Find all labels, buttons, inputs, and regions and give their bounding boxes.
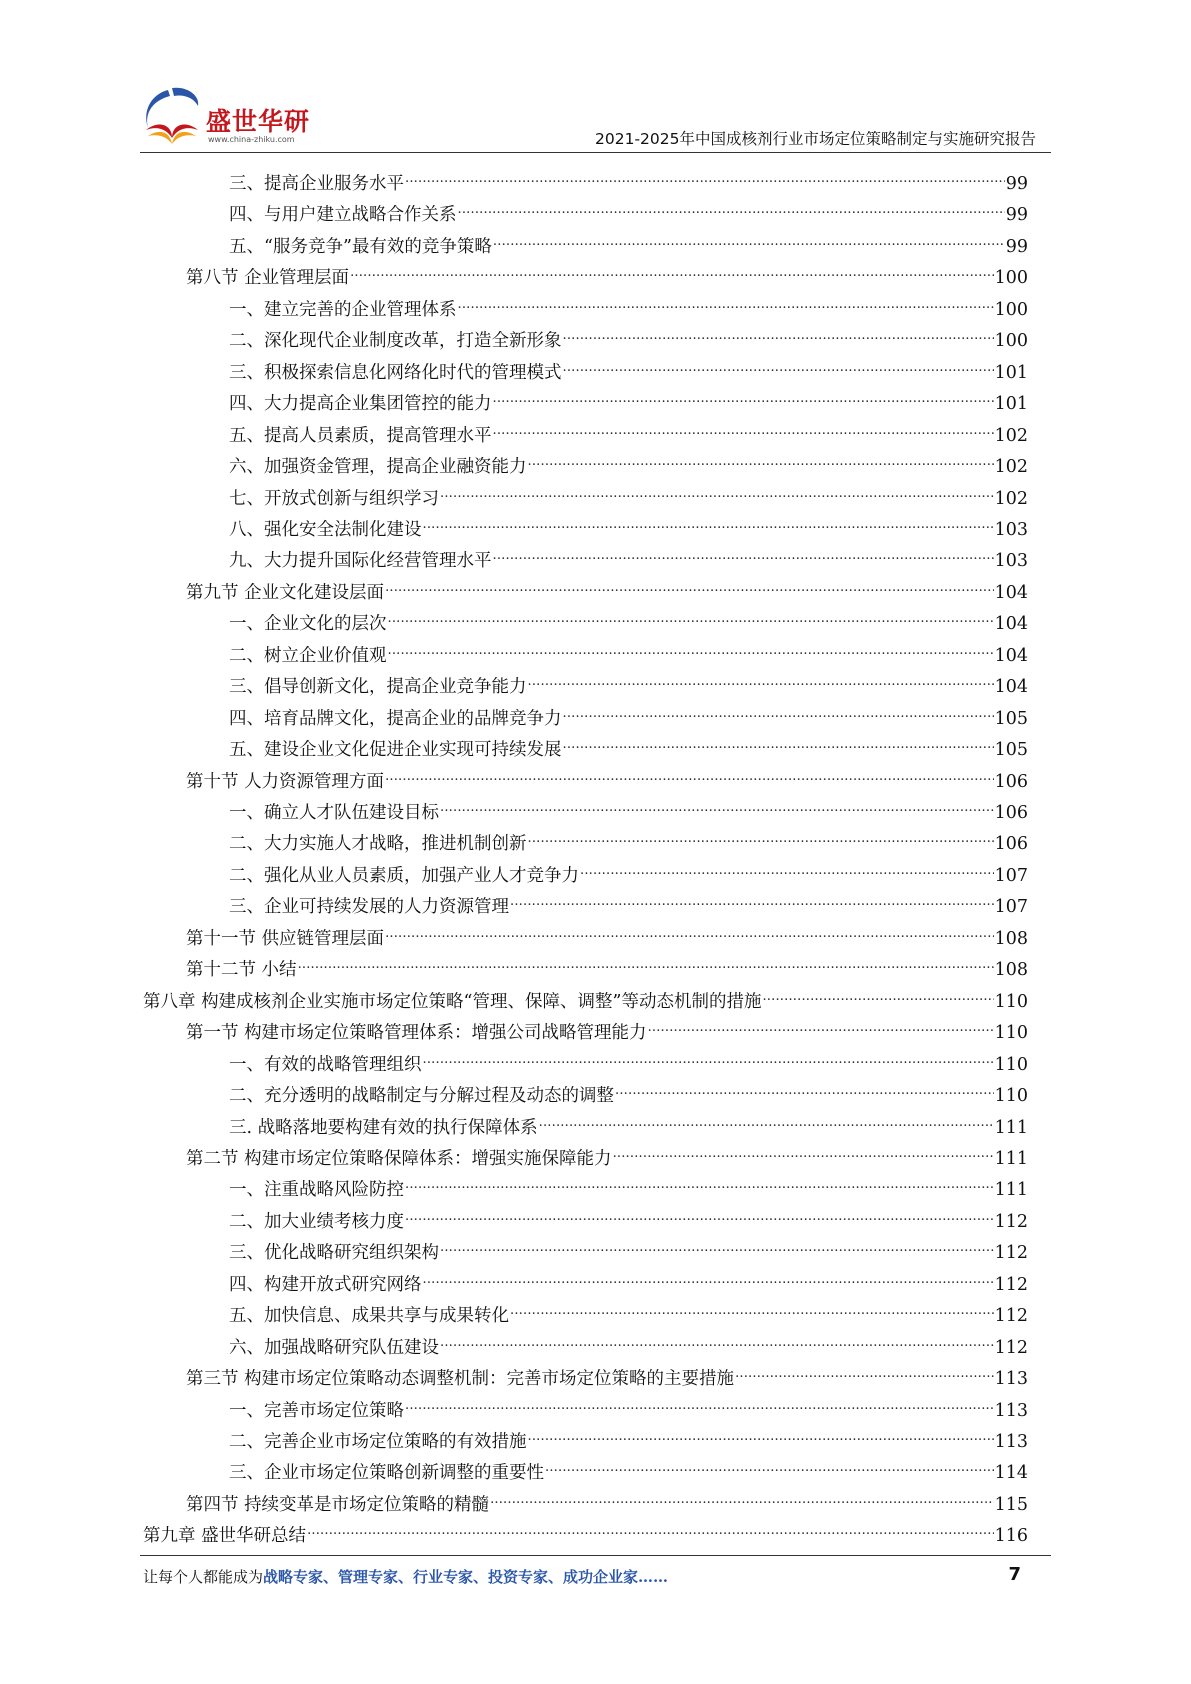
toc-entry-label: 第三节 构建市场定位策略动态调整机制：完善市场定位策略的主要措施 <box>186 1369 735 1390</box>
toc-entry[interactable] <box>229 1388 1028 1421</box>
toc-entry-label: 三. 战略落地要构建有效的执行保障体系 <box>229 1117 538 1138</box>
toc-entry[interactable] <box>229 350 1028 383</box>
toc-entry[interactable] <box>229 476 1028 509</box>
toc-entry-label: 第十二节 小结 <box>186 960 297 981</box>
toc-entry-label: 一、确立人才队伍建设目标 <box>229 803 439 823</box>
toc-entry-label: 八、强化安全法制化建设 <box>229 519 422 540</box>
toc-entry[interactable] <box>143 1513 1028 1547</box>
toc-entry[interactable] <box>229 1073 1028 1107</box>
toc-entry[interactable] <box>229 1199 1028 1232</box>
toc-dot-leader <box>563 727 994 755</box>
toc-dot-leader <box>440 1325 994 1353</box>
toc-entry-label: 一、有效的战略管理组织 <box>229 1054 422 1075</box>
toc-entry-label: 二、加大业绩考核力度 <box>229 1211 404 1232</box>
toc-entry-label: 第一节 构建市场定位策略管理体系：增强公司战略管理能力 <box>186 1023 647 1044</box>
toc-entry-label: 三、优化战略研究组织架构 <box>229 1243 439 1264</box>
toc-entry-label: 三、企业可持续发展的人力资源管理 <box>229 897 509 918</box>
toc-entry-page: 110 <box>994 1086 1028 1107</box>
toc-entry[interactable] <box>229 538 1028 572</box>
toc-entry-page: 100 <box>994 299 1028 320</box>
toc-entry-page: 104 <box>994 582 1028 603</box>
toc-entry-page: 116 <box>994 1526 1028 1547</box>
toc-entry[interactable] <box>229 1325 1028 1358</box>
toc-dot-leader <box>423 1042 994 1070</box>
toc-dot-leader <box>298 947 994 975</box>
toc-entry[interactable] <box>229 381 1028 415</box>
company-logo <box>138 84 318 150</box>
toc-entry-label: 一、企业文化的层次 <box>229 614 387 635</box>
slogan-lead: 让每个人都能成为 <box>143 1568 264 1586</box>
toc-entry-label: 六、加强战略研究队伍建设 <box>229 1337 439 1358</box>
toc-entry[interactable] <box>229 1419 1028 1452</box>
toc-dot-leader <box>493 538 994 566</box>
toc-entry-page: 112 <box>994 1243 1028 1264</box>
page-header <box>0 0 1191 160</box>
toc-entry-page: 111 <box>994 1180 1028 1201</box>
toc-entry-label: 第九章 盛世华研总结 <box>143 1526 307 1547</box>
toc-dot-leader <box>563 318 994 346</box>
toc-dot-leader <box>388 633 994 661</box>
toc-entry[interactable] <box>229 1105 1028 1138</box>
toc-dot-leader <box>735 1356 994 1384</box>
brand-url: www.china-zhiku.com <box>208 135 295 144</box>
toc-entry-page: 113 <box>994 1432 1028 1452</box>
toc-dot-leader <box>493 224 1005 252</box>
toc-entry-page: 115 <box>994 1494 1028 1515</box>
toc-dot-leader <box>405 1388 994 1416</box>
toc-entry-label: 六、加强资金管理，提高企业融资能力 <box>229 457 527 478</box>
toc-entry[interactable] <box>229 601 1028 635</box>
toc-entry-page: 112 <box>994 1337 1028 1358</box>
toc-entry[interactable] <box>186 1136 1028 1169</box>
toc-entry-label: 一、建立完善的企业管理体系 <box>229 299 457 320</box>
toc-dot-leader <box>528 1419 994 1447</box>
toc-entry-page: 104 <box>994 614 1028 635</box>
toc-entry[interactable] <box>229 790 1028 823</box>
toc-entry-page: 112 <box>994 1306 1028 1327</box>
toc-entry-page: 100 <box>994 268 1028 289</box>
toc-entry[interactable] <box>229 413 1028 446</box>
toc-dot-leader <box>350 255 994 283</box>
toc-dot-leader <box>510 884 994 912</box>
toc-entry-page: 113 <box>994 1369 1028 1390</box>
toc-entry[interactable] <box>186 255 1028 289</box>
toc-dot-leader <box>440 476 994 504</box>
toc-entry-label: 二、完善企业市场定位策略的有效措施 <box>229 1432 527 1452</box>
toc-entry[interactable] <box>229 853 1028 886</box>
page-number: 7 <box>1008 1564 1021 1585</box>
toc-entry-page: 103 <box>994 519 1028 540</box>
toc-entry[interactable] <box>229 1262 1028 1295</box>
toc-entry-page: 113 <box>994 1400 1028 1421</box>
toc-entry[interactable] <box>229 1230 1028 1264</box>
toc-dot-leader <box>307 1513 994 1541</box>
toc-entry-page: 103 <box>994 551 1028 572</box>
toc-entry[interactable] <box>143 979 1028 1012</box>
toc-entry-page: 107 <box>994 865 1028 886</box>
toc-dot-leader <box>440 790 994 818</box>
toc-dot-leader <box>613 1136 994 1164</box>
toc-entry[interactable] <box>186 759 1028 792</box>
toc-entry-label: 第九节 企业文化建设层面 <box>186 582 385 603</box>
toc-entry-label: 一、注重战略风险防控 <box>229 1180 404 1201</box>
toc-entry[interactable] <box>229 318 1028 352</box>
toc-dot-leader <box>539 1105 994 1133</box>
toc-dot-leader <box>405 161 1005 189</box>
toc-dot-leader <box>528 444 994 472</box>
toc-dot-leader <box>762 979 993 1007</box>
toc-entry[interactable] <box>186 1482 1028 1515</box>
toc-entry[interactable] <box>229 224 1028 257</box>
toc-entry-page: 102 <box>994 488 1028 509</box>
toc-entry[interactable] <box>186 1010 1028 1044</box>
toc-entry[interactable] <box>229 1293 1028 1327</box>
footer-divider <box>140 1555 1051 1556</box>
toc-dot-leader <box>440 1230 994 1258</box>
toc-dot-leader <box>423 1262 994 1290</box>
toc-entry[interactable] <box>229 1450 1028 1484</box>
toc-entry-page: 106 <box>994 834 1028 855</box>
toc-entry-label: 四、培育品牌文化，提高企业的品牌竞争力 <box>229 708 562 729</box>
toc-entry[interactable] <box>186 570 1028 603</box>
toc-entry-label: 第十节 人力资源管理方面 <box>186 771 385 792</box>
toc-entry-page: 111 <box>994 1117 1028 1138</box>
toc-dot-leader <box>493 381 994 409</box>
toc-entry-label: 四、大力提高企业集团管控的能力 <box>229 394 492 415</box>
toc-entry-page: 99 <box>1005 205 1028 226</box>
toc-dot-leader <box>385 570 994 598</box>
toc-dot-leader <box>580 853 994 881</box>
toc-dot-leader <box>545 1450 994 1478</box>
toc-dot-leader <box>563 350 994 378</box>
toc-entry[interactable] <box>229 884 1028 918</box>
toc-dot-leader <box>528 821 994 849</box>
toc-dot-leader <box>385 916 994 944</box>
toc-entry-page: 102 <box>994 457 1028 478</box>
toc-entry[interactable] <box>229 507 1028 540</box>
toc-dot-leader <box>510 1293 994 1321</box>
toc-entry[interactable] <box>229 161 1028 194</box>
toc-entry-page: 110 <box>994 991 1028 1012</box>
toc-entry-label: 二、大力实施人才战略，推进机制创新 <box>229 834 527 855</box>
toc-entry-label: 第四节 持续变革是市场定位策略的精髓 <box>186 1494 490 1515</box>
toc-entry-page: 111 <box>994 1148 1028 1169</box>
toc-entry[interactable] <box>229 727 1028 761</box>
toc-dot-leader <box>385 759 994 787</box>
toc-entry-label: 四、构建开放式研究网络 <box>229 1274 422 1295</box>
toc-entry-label: 三、积极探索信息化网络化时代的管理模式 <box>229 362 562 383</box>
toc-entry-label: 五、加快信息、成果共享与成果转化 <box>229 1306 509 1327</box>
toc-dot-leader <box>648 1010 994 1038</box>
toc-entry-label: 第十一节 供应链管理层面 <box>186 928 385 949</box>
toc-entry-label: 二、树立企业价值观 <box>229 645 387 666</box>
toc-entry-label: 四、与用户建立战略合作关系 <box>229 205 457 226</box>
book-swoosh-logo-icon <box>138 84 206 150</box>
toc-dot-leader <box>405 1199 994 1227</box>
toc-entry-page: 108 <box>994 960 1028 981</box>
toc-entry-page: 104 <box>994 645 1028 666</box>
toc-entry-page: 108 <box>994 928 1028 949</box>
toc-entry[interactable] <box>186 1356 1028 1390</box>
toc-entry-page: 99 <box>1005 174 1028 194</box>
toc-entry-label: 七、开放式创新与组织学习 <box>229 488 439 509</box>
toc-entry-page: 104 <box>994 677 1028 698</box>
toc-entry-page: 106 <box>994 771 1028 792</box>
toc-entry-page: 107 <box>994 897 1028 918</box>
toc-entry-page: 106 <box>994 803 1028 823</box>
footer-slogan <box>143 1566 668 1587</box>
toc-entry[interactable] <box>186 947 1028 981</box>
toc-dot-leader <box>405 1167 994 1195</box>
toc-dot-leader <box>528 664 994 692</box>
toc-entry-page: 102 <box>994 425 1028 446</box>
toc-entry-page: 100 <box>994 331 1028 352</box>
toc-entry[interactable] <box>229 696 1028 729</box>
toc-entry-page: 105 <box>994 708 1028 729</box>
toc-entry[interactable] <box>229 633 1028 666</box>
toc-entry-label: 二、强化从业人员素质，加强产业人才竞争力 <box>229 865 579 886</box>
toc-entry-label: 三、提高企业服务水平 <box>229 174 404 194</box>
toc-entry-page: 112 <box>994 1211 1028 1232</box>
slogan-roles: 战略专家、管理专家、行业专家、投资专家、成功企业家…… <box>263 1568 669 1586</box>
toc-entry-label: 第二节 构建市场定位策略保障体系：增强实施保障能力 <box>186 1148 612 1169</box>
toc-entry-label: 三、倡导创新文化，提高企业竞争能力 <box>229 677 527 698</box>
toc-dot-leader <box>493 413 994 441</box>
header-divider <box>140 152 1051 153</box>
toc-entry-page: 110 <box>994 1054 1028 1075</box>
toc-entry-label: 第八节 企业管理层面 <box>186 268 350 289</box>
toc-entry-page: 105 <box>994 740 1028 761</box>
toc-entry-label: 五、提高人员素质，提高管理水平 <box>229 425 492 446</box>
toc-entry-page: 110 <box>994 1023 1028 1044</box>
brand-name: 盛世华研 <box>206 107 311 136</box>
toc-dot-leader <box>388 601 994 629</box>
toc-entry-page: 114 <box>994 1463 1028 1484</box>
toc-entry-label: 五、建设企业文化促进企业实现可持续发展 <box>229 740 562 761</box>
toc-entry-label: 第八章 构建成核剂企业实施市场定位策略“管理、保障、调整”等动态机制的措施 <box>143 991 762 1012</box>
toc-entry-page: 101 <box>994 362 1028 383</box>
toc-entry[interactable] <box>229 444 1028 478</box>
toc-dot-leader <box>615 1073 994 1101</box>
toc-entry[interactable] <box>186 916 1028 949</box>
toc-entry[interactable] <box>229 664 1028 698</box>
toc-entry-label: 二、深化现代企业制度改革，打造全新形象 <box>229 331 562 352</box>
toc-entry-label: 一、完善市场定位策略 <box>229 1400 404 1421</box>
toc-dot-leader <box>458 287 994 315</box>
toc-entry[interactable] <box>229 821 1028 855</box>
toc-entry-page: 101 <box>994 394 1028 415</box>
toc-entry-label: 二、充分透明的战略制定与分解过程及动态的调整 <box>229 1086 614 1107</box>
toc-entry-label: 五、“服务竞争”最有效的竞争策略 <box>229 236 492 257</box>
toc-entry[interactable] <box>229 1167 1028 1201</box>
toc-entry-label: 九、大力提升国际化经营管理水平 <box>229 551 492 572</box>
toc-entry-page: 112 <box>994 1274 1028 1295</box>
toc-dot-leader <box>458 192 1005 220</box>
toc-entry[interactable] <box>229 287 1028 320</box>
toc-entry-page: 99 <box>1005 236 1028 257</box>
toc-dot-leader <box>563 696 994 724</box>
report-title: 2021-2025年中国成核剂行业市场定位策略制定与实施研究报告 <box>595 130 1036 148</box>
toc-dot-leader <box>490 1482 994 1510</box>
toc-entry[interactable] <box>229 1042 1028 1075</box>
toc-entry-label: 三、企业市场定位策略创新调整的重要性 <box>229 1463 544 1484</box>
toc-dot-leader <box>423 507 994 535</box>
toc-entry[interactable] <box>229 192 1028 226</box>
